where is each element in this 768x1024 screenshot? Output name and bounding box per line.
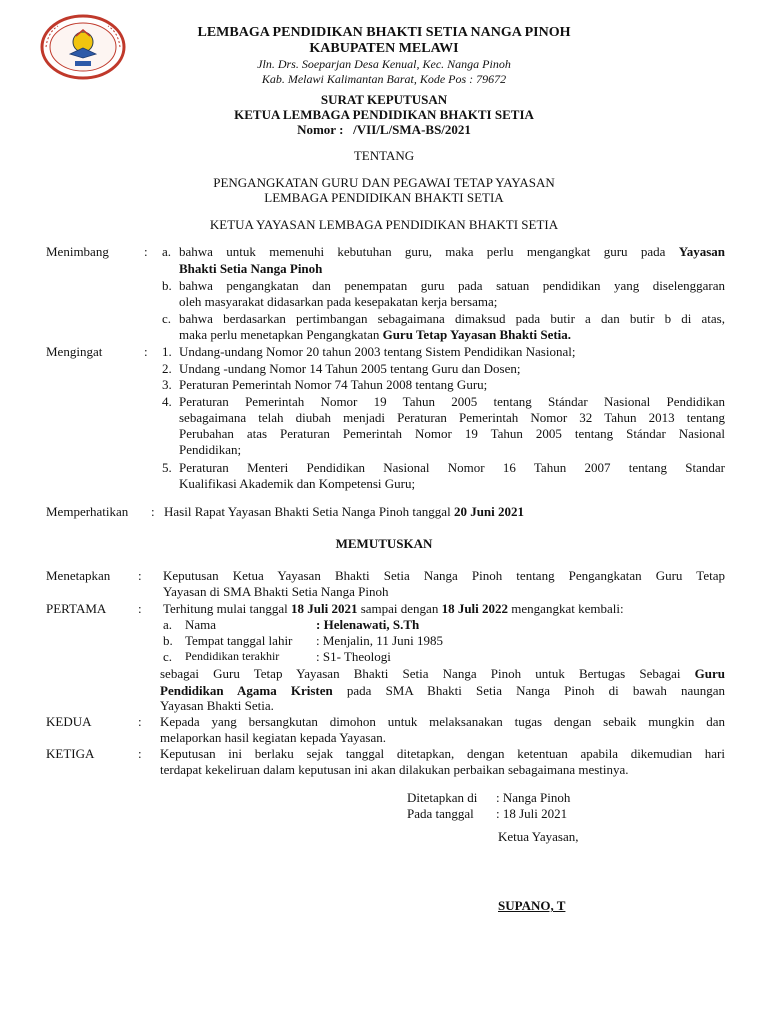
memperhatikan-colon: : <box>151 504 155 519</box>
kedua-line-1: Kepada yang bersangkutan dimohon untuk melaksanakan tugas dengan sebaik mungkin dan <box>160 714 725 729</box>
pertama-intro: Terhitung mulai tanggal 18 Juli 2021 sampai dengan 18 Juli 2022 mengangkat kembali: <box>163 601 624 616</box>
kedua-line-2: melaporkan hasil kegiatan kepada Yayasan. <box>160 730 386 745</box>
ketiga-label: KETIGA <box>46 746 95 761</box>
kedua-label: KEDUA <box>46 714 92 729</box>
field-nama-marker: a. <box>163 617 173 632</box>
mengingat-item-4-number: 4. <box>162 394 172 409</box>
signatory-name: SUPANO, T <box>498 898 566 913</box>
pertama-body-2-bold: Pendidikan Agama Kristen <box>160 683 333 698</box>
signature-place-label: Ditetapkan di <box>407 790 478 805</box>
menimbang-b-line-2: oleh masyarakat didasarkan pada kesepakatan kerja bersama; <box>179 294 498 309</box>
memperhatikan-date: 20 Juni 2021 <box>453 504 525 519</box>
menimbang-c-bold: Guru Tetap Yayasan Bhakti Setia. <box>382 327 572 342</box>
mengingat-label: Mengingat <box>46 344 103 359</box>
menimbang-a-line-1: bahwa untuk memenuhi kebutuhan guru, maka perlu mengangkat guru pada Yayasan <box>179 244 726 259</box>
chairman-heading: KETUA YAYASAN LEMBAGA PENDIDIKAN BHAKTI SETIA <box>209 217 559 232</box>
tentang-heading: TENTANG <box>353 148 415 163</box>
pertama-colon: : <box>138 601 142 616</box>
decree-number <box>0 122 768 138</box>
field-pendidikan-value: : S1- Theologi <box>316 649 391 664</box>
mengingat-item-1-number: 1. <box>162 344 172 359</box>
field-nama-value: : Helenawati, S.Th <box>316 617 420 632</box>
menimbang-b-line-1: bahwa pengangkatan dan penempatan guru pada satuan pendidikan yang diselenggaran <box>179 278 725 293</box>
pertama-label: PERTAMA <box>46 601 107 616</box>
menimbang-label: Menimbang <box>46 244 109 259</box>
field-ttl-value: : Menjalin, 11 Juni 1985 <box>316 633 443 648</box>
field-pendidikan-key: Pendidikan terakhir <box>185 649 280 663</box>
field-nama-key: Nama <box>185 617 217 632</box>
menetapkan-colon: : <box>138 568 142 583</box>
decree-number-label: Nomor : <box>297 122 344 137</box>
menimbang-a-bold-1: Yayasan <box>678 244 726 259</box>
pertama-start-date: 18 Juli 2021 <box>290 601 358 616</box>
decree-issuer: KETUA LEMBAGA PENDIDIKAN BHAKTI SETIA <box>234 107 534 122</box>
pertama-body-2: Pendidikan Agama Kristen pada SMA Bhakti Setia Nanga Pinoh di bawah naungan <box>160 683 726 698</box>
menimbang-colon: : <box>144 244 148 259</box>
field-ttl-key: Tempat tanggal lahir <box>185 633 293 648</box>
pertama-body-1-bold: Guru <box>694 666 726 681</box>
mengingat-item-4-line-1: Peraturan Pemerintah Nomor 19 Tahun 2005 tentang Stándar Nasional Pendidikan <box>179 394 725 409</box>
menimbang-c-line-1: bahwa berdasarkan pertimbangan sebagaimana dimaksud pada butir a dan butir b di atas, <box>179 311 725 326</box>
memperhatikan-text: Hasil Rapat Yayasan Bhakti Setia Nanga Pinoh tanggal 20 Juni 2021 <box>164 504 525 519</box>
mengingat-item-5-line-2: Kualifikasi Akademik dan Kompetensi Guru; <box>179 476 416 491</box>
signature-date-value: : 18 Juli 2021 <box>496 806 568 821</box>
ketiga-line-2: terdapat kekeliruan dalam keputusan ini akan dilakukan perbaikan sebagaimana mestinya. <box>160 762 629 777</box>
pertama-body-3: Yayasan Bhakti Setia. <box>160 698 274 713</box>
menimbang-c-line-2: maka perlu menetapkan Pengangkatan Guru Tetap Yayasan Bhakti Setia. <box>179 327 572 342</box>
field-pendidikan-marker: c. <box>163 649 173 664</box>
memutuskan-heading: MEMUTUSKAN <box>335 536 433 551</box>
ketiga-line-1: Keputusan ini berlaku sejak tanggal ditetapkan, dengan ketentuan apabila dikemudian hari <box>160 746 725 761</box>
menimbang-c-marker: c. <box>162 311 172 326</box>
menimbang-a-marker: a. <box>162 244 172 259</box>
menetapkan-label: Menetapkan <box>46 568 111 583</box>
mengingat-item-1: Undang-undang Nomor 20 tahun 2003 tentang Sistem Pendidikan Nasional; <box>179 344 576 359</box>
mengingat-item-2-number: 2. <box>162 361 172 376</box>
menetapkan-line-2: Yayasan di SMA Bhakti Setia Nanga Pinoh <box>163 584 389 599</box>
decree-number-value: /VII/L/SMA-BS/2021 <box>353 122 471 137</box>
mengingat-item-5-line-1: Peraturan Menteri Pendidikan Nasional Nomor 16 Tahun 2007 tentang Standar <box>179 460 725 475</box>
mengingat-item-2: Undang -undang Nomor 14 Tahun 2005 tentang Guru dan Dosen; <box>179 361 521 376</box>
decree-title: SURAT KEPUTUSAN <box>320 92 448 107</box>
menimbang-a-line-2: Bhakti Setia Nanga Pinoh <box>179 261 323 276</box>
mengingat-item-3-number: 3. <box>162 377 172 392</box>
mengingat-item-4-line-4: Pendidikan; <box>179 442 242 457</box>
signature-role: Ketua Yayasan, <box>498 829 579 844</box>
field-ttl-marker: b. <box>163 633 173 648</box>
menetapkan-line-1: Keputusan Ketua Yayasan Bhakti Setia Nanga Pinoh tentang Pengangkatan Guru Tetap <box>163 568 725 583</box>
menimbang-b-marker: b. <box>162 278 172 293</box>
letterhead-district: KABUPATEN MELAWI <box>309 41 459 56</box>
pertama-body-1: sebagai Guru Tetap Yayasan Bhakti Setia Nanga Pinoh untuk Bertugas Sebagai Guru <box>160 666 726 681</box>
subject-line-2: LEMBAGA PENDIDIKAN BHAKTI SETIA <box>264 190 504 205</box>
signature-date-label: Pada tanggal <box>407 806 474 821</box>
signature-place-value: : Nanga Pinoh <box>496 790 571 805</box>
letterhead-org: LEMBAGA PENDIDIKAN BHAKTI SETIA NANGA PINOH <box>197 25 571 40</box>
mengingat-item-4-line-2: sebagaimana telah diubah menjadi Peraturan Pemerintah Nomor 32 Tahun 2013 tentang <box>179 410 725 425</box>
memperhatikan-label: Memperhatikan <box>46 504 129 519</box>
mengingat-item-4-line-3: Perubahan atas Peraturan Pemerintah Nomor 19 Tahun 2005 tentang Stándar Nasional <box>179 426 725 441</box>
letterhead-address-1: Jln. Drs. Soeparjan Desa Kenual, Kec. Nanga Pinoh <box>257 57 511 71</box>
mengingat-colon: : <box>144 344 148 359</box>
ketiga-colon: : <box>138 746 142 761</box>
mengingat-item-5-number: 5. <box>162 460 172 475</box>
pertama-end-date: 18 Juli 2022 <box>441 601 509 616</box>
mengingat-item-3: Peraturan Pemerintah Nomor 74 Tahun 2008 tentang Guru; <box>179 377 488 392</box>
subject-line-1: PENGANGKATAN GURU DAN PEGAWAI TETAP YAYASAN <box>213 175 555 190</box>
letterhead-address-2: Kab. Melawi Kalimantan Barat, Kode Pos : 79672 <box>261 72 507 86</box>
kedua-colon: : <box>138 714 142 729</box>
organization-logo <box>40 14 126 80</box>
